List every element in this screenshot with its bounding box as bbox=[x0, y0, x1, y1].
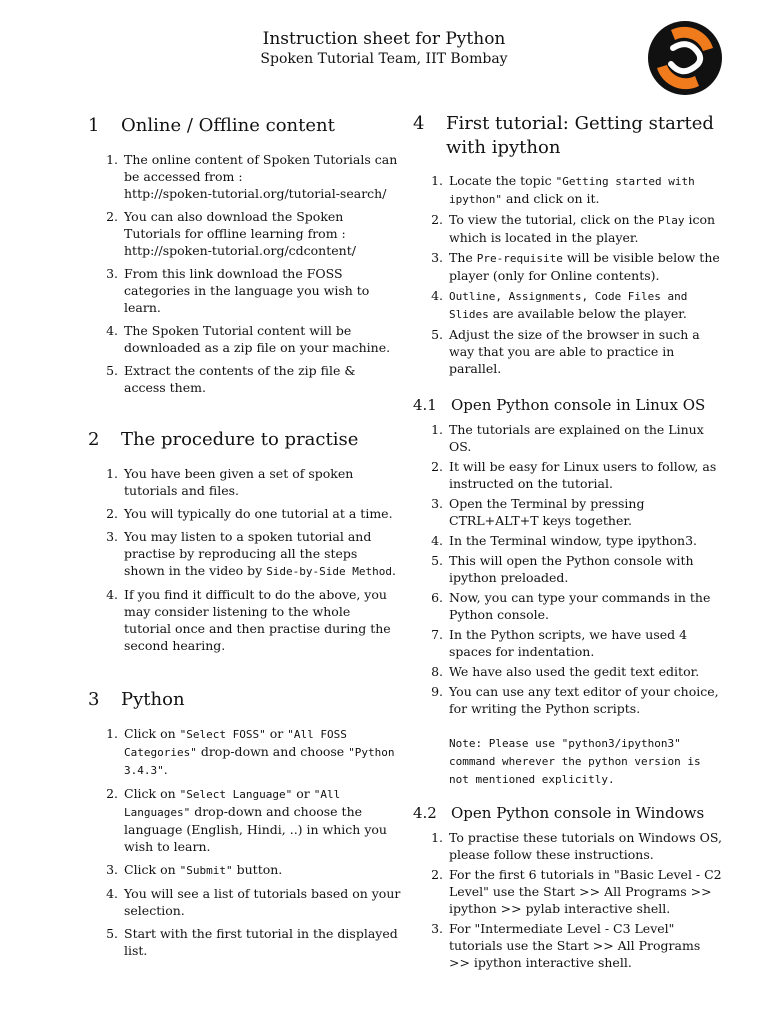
list-item: 3. Open the Terminal by pressing CTRL+ALT+T keys together. bbox=[431, 496, 645, 528]
python-version-note: Note: Please use "python3/ipython3" command wherever the python version is not mentioned explicitly. bbox=[449, 737, 701, 786]
list-item: 3. The Pre-requisite will be visible below the player (only for Online contents). bbox=[431, 250, 720, 283]
list-item: 3. You may listen to a spoken tutorial and practise by reproducing all the steps shown in the video by Side-by-Side Method. bbox=[106, 529, 397, 578]
left-column bbox=[88, 110, 401, 959]
list-item: 1. You have been given a set of spoken tutorials and files. bbox=[106, 466, 354, 498]
list-item: 3. From this link download the FOSS categories in the language you wish to learn. bbox=[106, 266, 370, 315]
list-item: 3. Click on "Submit" button. bbox=[106, 862, 283, 877]
list-item: 1. The online content of Spoken Tutorials can be accessed from : http://spoken-tutorial.org/tutorial-search/ bbox=[106, 152, 398, 201]
list-item: 5. Start with the first tutorial in the displayed list. bbox=[106, 926, 398, 958]
section-heading: 2 The procedure to practise bbox=[88, 429, 359, 450]
document-title: Instruction sheet for Python bbox=[262, 29, 506, 49]
procedure-list bbox=[88, 465, 401, 654]
section-heading: 1 Online / Offline content bbox=[88, 115, 335, 136]
list-item: 4. You will see a list of tutorials based on your selection. bbox=[106, 886, 401, 918]
document-subtitle: Spoken Tutorial Team, IIT Bombay bbox=[260, 51, 508, 67]
list-item: 5. Adjust the size of the browser in such a way that you are able to practice in parallel. bbox=[431, 327, 700, 376]
list-item: 1. To practise these tutorials on Windows OS, please follow these instructions. bbox=[431, 830, 722, 862]
first-tutorial-list bbox=[413, 172, 725, 377]
section-heading: 3 Python bbox=[88, 689, 185, 710]
list-item: 2. For the first 6 tutorials in "Basic Level - C2 Level" use the Start >> All Programs >> ipython >> pylab interactive shell. bbox=[431, 867, 722, 916]
subsection-heading: 4.2 Open Python console in Windows bbox=[413, 804, 705, 822]
list-item: 9. You can use any text editor of your choice, for writing the Python scripts. bbox=[431, 684, 719, 716]
list-item: 5. Extract the contents of the zip file & access them. bbox=[106, 363, 356, 395]
spoken-tutorial-logo bbox=[645, 18, 725, 98]
list-item: 2. You will typically do one tutorial at a time. bbox=[106, 506, 393, 521]
list-item: 6. Now, you can type your commands in the Python console. bbox=[431, 590, 711, 622]
list-item: 8. We have also used the gedit text editor. bbox=[431, 664, 700, 679]
online-offline-list bbox=[88, 151, 401, 396]
list-item: 2. You can also download the Spoken Tutorials for offline learning from : http://spoken-tutorial.org/cdcontent/ bbox=[106, 209, 356, 258]
list-item: 4. Outline, Assignments, Code Files and Slides are available below the player. bbox=[431, 288, 688, 321]
list-item: 1. Click on "Select FOSS" or "All FOSS Categories" drop-down and choose "Python 3.4.3". bbox=[106, 726, 395, 777]
list-item: 2. Click on "Select Language" or "All Languages" drop-down and choose the language (English, Hindi, ..) in which you wish to learn. bbox=[106, 786, 387, 854]
list-item: 4. The Spoken Tutorial content will be downloaded as a zip file on your machine. bbox=[106, 323, 391, 355]
linux-console-list bbox=[413, 421, 725, 717]
list-item: 5. This will open the Python console with ipython preloaded. bbox=[431, 553, 694, 585]
windows-console-list bbox=[413, 829, 725, 971]
subsection-heading: 4.1 Open Python console in Linux OS bbox=[413, 396, 706, 414]
right-column bbox=[413, 110, 725, 971]
list-item: 1. Locate the topic "Getting started with ipython" and click on it. bbox=[431, 173, 695, 206]
section-heading: 4 First tutorial: Getting started with ipython bbox=[413, 113, 714, 158]
list-item: 3. For "Intermediate Level - C3 Level" tutorials use the Start >> All Programs >> ipython interactive shell. bbox=[431, 921, 701, 970]
list-item: 4. In the Terminal window, type ipython3. bbox=[431, 533, 698, 548]
list-item: 2. It will be easy for Linux users to follow, as instructed on the tutorial. bbox=[431, 459, 717, 491]
list-item: 7. In the Python scripts, we have used 4 spaces for indentation. bbox=[431, 627, 688, 659]
list-item: 4. If you find it difficult to do the above, you may consider listening to the whole tutorial once and then practise during the second hearing. bbox=[106, 587, 391, 653]
list-item: 1. The tutorials are explained on the Linux OS. bbox=[431, 422, 704, 454]
list-item: 2. To view the tutorial, click on the Play icon which is located in the player. bbox=[431, 212, 716, 245]
python-list bbox=[88, 725, 401, 959]
